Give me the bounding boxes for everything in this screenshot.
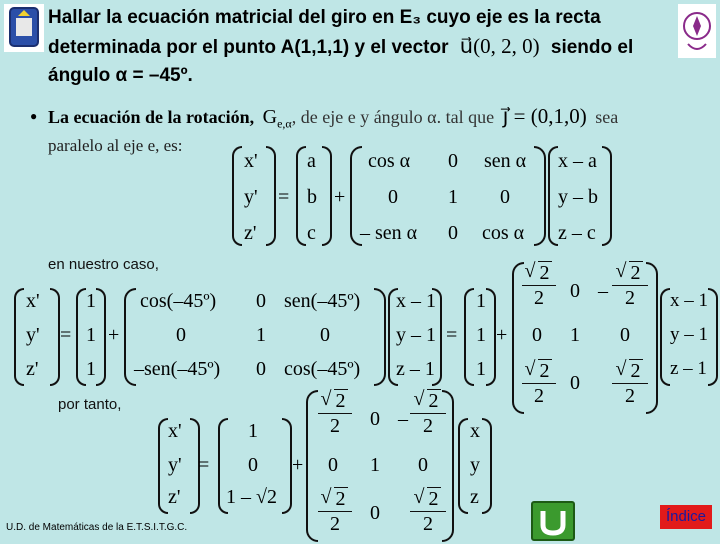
general-rot-11: cos α xyxy=(368,150,411,172)
general-center-c: c xyxy=(307,222,316,244)
case-diff-y: y – 1 xyxy=(396,324,436,346)
case2-rot-23: 0 xyxy=(620,324,630,346)
final-lhs-x: x' xyxy=(168,420,182,442)
title-line-1: Hallar la ecuación matricial del giro en E₃ cuyo eje es la recta xyxy=(48,7,601,28)
case2-rot-33: √ 2 2 xyxy=(612,360,648,407)
general-rot-23: 0 xyxy=(500,186,510,208)
direction-vector: u⃗(0, 2, 0) xyxy=(459,34,540,58)
general-rot-33: cos α xyxy=(482,222,525,244)
general-rot-32: 0 xyxy=(448,222,458,244)
case2-rot-21: 0 xyxy=(532,324,542,346)
case-rot-11: cos(–45º) xyxy=(140,290,217,312)
case-center-1: 1 xyxy=(86,290,96,312)
therefore-label: por tanto, xyxy=(58,396,122,413)
general-center-a: a xyxy=(307,150,316,172)
case-equals: = xyxy=(60,324,72,346)
case2-rot-31: √ 2 2 xyxy=(522,360,556,407)
case-lhs-z: z' xyxy=(26,358,39,380)
general-lhs-x: x' xyxy=(244,150,258,172)
section-heading: La ecuación de la rotación, $G_{e,\alpha}$, de eje e y ángulo α. tal que j⃗ = (0,1,0) sea xyxy=(48,104,619,131)
case-equals-2: = xyxy=(446,324,458,346)
final-rot-22: 1 xyxy=(370,454,380,476)
general-lhs-z: z' xyxy=(244,222,257,244)
final-const-3: 1 – √2 xyxy=(226,486,277,508)
case-lhs-x: x' xyxy=(26,290,40,312)
case-rot-23: 0 xyxy=(320,324,330,346)
final-rot-13-sign: – xyxy=(398,408,408,430)
footer-credit: U.D. de Matemáticas de la E.T.S.I.T.G.C. xyxy=(6,522,188,533)
case2-diff-x: x – 1 xyxy=(670,290,708,311)
general-center-b: b xyxy=(307,186,317,208)
general-diff-x: x – a xyxy=(558,150,597,172)
general-diff-y: y – b xyxy=(558,186,598,208)
case2-plus: + xyxy=(496,324,508,346)
case-rot-33: cos(–45º) xyxy=(284,358,361,380)
case-lhs-y: y' xyxy=(26,324,40,346)
case2-rot-32: 0 xyxy=(570,372,580,394)
final-var-z: z xyxy=(470,486,479,508)
case-rot-21: 0 xyxy=(176,324,186,346)
case2-rot-12: 0 xyxy=(570,280,580,302)
general-equals: = xyxy=(278,186,290,208)
final-equals: = xyxy=(198,454,210,476)
general-rot-13: sen α xyxy=(484,150,527,172)
final-rot-13: √ 2 2 xyxy=(410,390,446,437)
general-rot-12: 0 xyxy=(448,150,458,172)
case-rot-22: 1 xyxy=(256,324,266,346)
case2-rot-22: 1 xyxy=(570,324,580,346)
case-plus: + xyxy=(108,324,120,346)
case-rot-31: –sen(–45º) xyxy=(134,358,221,380)
u-turn-icon xyxy=(533,503,573,539)
case-center-3: 1 xyxy=(86,358,96,380)
case-rot-12: 0 xyxy=(256,290,266,312)
case2-rot-11: √ 2 2 xyxy=(522,262,556,309)
final-plus: + xyxy=(292,454,304,476)
final-rot-12: 0 xyxy=(370,408,380,430)
general-rot-21: 0 xyxy=(388,186,398,208)
case-diff-x: x – 1 xyxy=(396,290,436,312)
case-rot-13: sen(–45º) xyxy=(284,290,361,312)
general-rot-22: 1 xyxy=(448,186,458,208)
case2-rot-13: √ 2 2 xyxy=(612,262,648,309)
section-line-2: paralelo al eje e, es: xyxy=(48,136,183,155)
case2-diff-y: y – 1 xyxy=(670,324,708,345)
final-var-y: y xyxy=(470,454,480,476)
case2-center-2: 1 xyxy=(476,324,486,346)
general-diff-z: z – c xyxy=(558,222,596,244)
home-button[interactable] xyxy=(531,501,575,541)
final-rot-32: 0 xyxy=(370,502,380,524)
final-lhs-y: y' xyxy=(168,454,182,476)
case-diff-z: z – 1 xyxy=(396,358,435,380)
final-var-x: x xyxy=(470,420,480,442)
final-rot-33: √ 2 2 xyxy=(410,488,446,535)
case2-diff-z: z – 1 xyxy=(670,358,707,379)
problem-statement xyxy=(48,4,688,90)
index-button[interactable]: Índice xyxy=(660,505,712,529)
case2-rot-13-sign: – xyxy=(598,280,608,302)
final-const-1: 1 xyxy=(248,420,258,442)
university-logo xyxy=(4,4,44,52)
case-label: en nuestro caso, xyxy=(48,256,159,273)
general-rot-31: – sen α xyxy=(360,222,418,244)
final-rot-23: 0 xyxy=(418,454,428,476)
case2-center-3: 1 xyxy=(476,358,486,380)
final-rot-31: √ 2 2 xyxy=(318,488,352,535)
case2-center-1: 1 xyxy=(476,290,486,312)
general-plus: + xyxy=(334,186,346,208)
final-const-2: 0 xyxy=(248,454,258,476)
general-lhs-y: y' xyxy=(244,186,258,208)
bullet: ● xyxy=(30,109,38,123)
case-rot-32: 0 xyxy=(256,358,266,380)
final-rot-11: √ 2 2 xyxy=(318,390,352,437)
title-line-3: ángulo α = –45º. xyxy=(48,65,193,86)
final-rot-21: 0 xyxy=(328,454,338,476)
title-line-2: determinada por el punto A(1,1,1) y el vector u⃗(0, 2, 0) siendo el xyxy=(48,34,634,58)
final-lhs-z: z' xyxy=(168,486,181,508)
case-center-2: 1 xyxy=(86,324,96,346)
